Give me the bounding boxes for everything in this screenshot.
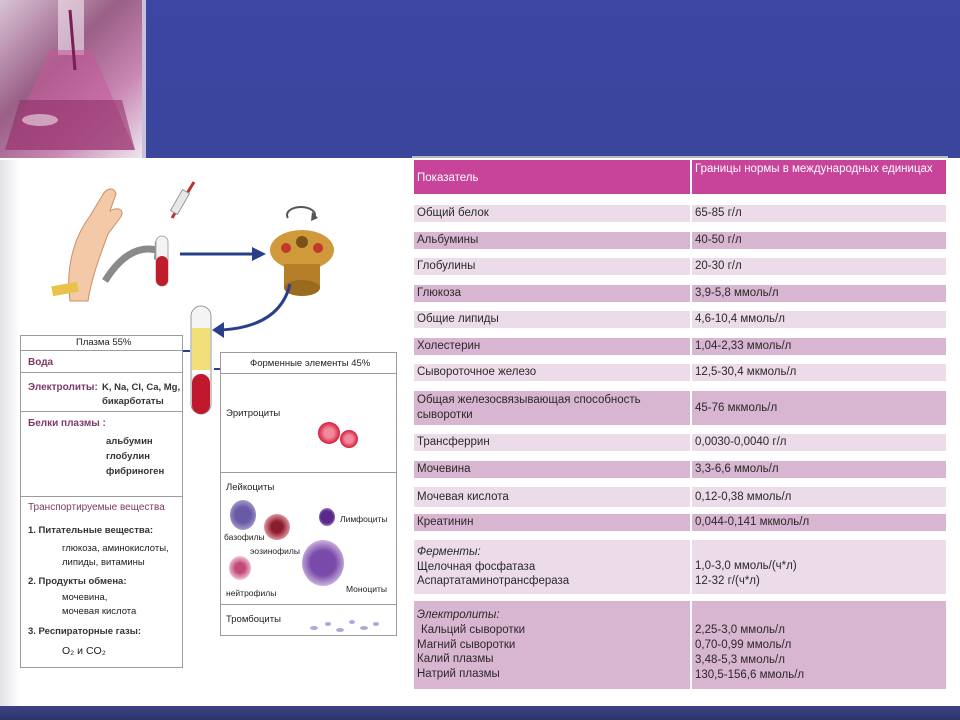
electrolyte-name: Калий плазмы [417,653,494,666]
row-name: Холестерин [414,338,690,355]
row-value: 45-76 мкмоль/л [692,391,946,425]
table-row-enzymes [414,540,946,594]
table-row [414,364,946,381]
divider [220,604,397,605]
plasma-water: Вода [28,357,54,368]
electrolyte-value: 2,25-3,0 ммоль/л [695,624,785,637]
flask-image [0,0,142,158]
electrolyte-name: Натрий плазмы [417,668,500,681]
metabolites-label: 2. Продукты обмена: [28,576,127,587]
monocytes-label: Моноциты [346,584,387,594]
neutrophil-cell [229,556,251,580]
enzyme-value: 1,0-3,0 ммоль/(ч*л) [695,560,797,573]
protein-item: фибриноген [106,466,165,477]
electrolyte-value: 130,5-156,6 ммоль/л [695,668,805,681]
electrolytes-names [414,601,690,689]
enzyme-name: Щелочная фосфатаза [417,560,536,573]
erythrocyte-cell [318,422,340,444]
row-name: Креатинин [414,514,690,531]
table-row-electrolytes [414,601,946,689]
eosinophils-label: эозинофилы [250,546,300,556]
erythrocyte-cell [340,430,358,448]
plasma-electrolytes-label: Электролиты: [28,382,98,393]
electrolyte-name: Кальций сыворотки [421,623,526,636]
electrolyte-value: 0,70-0,99 ммоль/л [695,639,792,652]
formed-elements-title: Форменные элементы 45% [250,358,371,369]
banner-divider [142,0,146,158]
row-value: 1,04-2,33 ммоль/л [692,338,946,355]
row-name: Глобулины [414,258,690,275]
protein-item: глобулин [106,451,150,462]
table-row [414,338,946,355]
row-value: 20-30 г/л [692,258,946,275]
plasma-electrolytes-line2: бикарботаты [102,396,164,407]
row-value: 4,6-10,4 ммоль/л [692,311,946,328]
electrolyte-name: Магний сыворотки [417,638,516,651]
enzyme-value: 12-32 г/(ч*л) [695,575,760,587]
eosinophil-cell [264,514,290,540]
basophils-label: базофилы [224,532,265,542]
leukocytes-label: Лейкоциты [226,482,275,493]
row-value: 0,12-0,38 ммоль/л [692,487,946,507]
electrolytes-title: Электролиты: [417,608,500,621]
table-row [414,461,946,478]
monocyte-cell [302,540,344,586]
table-row [414,205,946,222]
header-col-norms: Границы нормы в международных единицах [692,160,946,194]
row-value: 3,9-5,8 ммоль/л [692,285,946,302]
row-name: Общий белок [414,205,690,222]
metabolites-line: мочевая кислота [62,606,137,617]
table-top-border [412,156,948,158]
arrow-icon [178,244,268,264]
table-row [414,434,946,451]
table-row [414,232,946,249]
enzymes-title: Ферменты: [417,545,481,558]
enzymes-values [692,540,946,594]
divider [20,496,183,497]
table-row [414,487,946,507]
metabolites-line: мочевина, [62,592,108,603]
basophil-cell [230,500,256,530]
row-name: Мочевая кислота [414,487,690,507]
erythrocytes-label: Эритроциты [226,408,281,419]
table-header-row [414,160,946,194]
lymphocyte-cell [319,508,335,526]
plasma-transport-label: Транспортируемые вещества [28,502,165,513]
enzyme-name: Аспартатаминотрансфераза [417,575,570,588]
table-row [414,514,946,531]
row-value: 40-50 г/л [692,232,946,249]
table-row [414,311,946,328]
electrolyte-value: 3,48-5,3 ммоль/л [695,654,785,666]
neutrophils-label: нейтрофилы [226,588,277,598]
plasma-title: Плазма 55% [76,337,132,348]
row-name-line: сыворотки [417,409,473,421]
row-name: Трансферрин [414,434,690,451]
electrolytes-values [692,601,946,689]
enzymes-names [414,540,690,594]
row-name: Глюкоза [414,285,690,302]
row-name: Альбумины [414,232,690,249]
row-value: 12,5-30,4 мкмоль/л [692,364,946,381]
gases-label: 3. Респираторные газы: [28,626,142,637]
row-name [414,391,690,425]
row-name-line: Общая железосвязывающая способность [417,394,641,407]
protein-item: альбумин [106,436,153,447]
flask-icon [0,0,142,158]
row-value: 0,0030-0,0040 г/л [692,434,946,451]
divider [20,372,183,373]
table-row [414,391,946,425]
nutrients-line: глюкоза, аминокислоты, [62,543,169,554]
test-tube-icon [148,232,178,292]
row-name: Общие липиды [414,311,690,328]
row-value: 65-85 г/л [692,205,946,222]
nutrients-label: 1. Питательные вещества: [28,525,154,536]
syringe-icon [160,178,200,228]
side-shadow [0,160,20,706]
row-value: 3,3-6,6 ммоль/л [692,461,946,478]
bottom-bar [0,706,960,720]
platelets-label: Тромбоциты [226,614,281,625]
lymphocytes-label: Лимфоциты [340,514,388,524]
table-row [414,258,946,275]
arrow-icon [210,282,300,342]
divider [20,411,183,412]
row-name: Мочевина [414,461,690,478]
divider [220,472,397,473]
table-row [414,285,946,302]
gases-line: O₂ и CO₂ [62,645,106,657]
header-col-indicator: Показатель [414,160,690,194]
nutrients-line: липиды, витамины [62,557,145,568]
row-name: Сывороточное железо [414,364,690,381]
row-value: 0,044-0,141 мкмоль/л [692,514,946,531]
platelets-icon [306,614,386,636]
plasma-electrolytes-line1: K, Na, Cl, Ca, Mg, [102,382,181,393]
separated-blood-tube-icon [186,304,216,418]
plasma-proteins-label: Белки плазмы : [28,418,106,429]
